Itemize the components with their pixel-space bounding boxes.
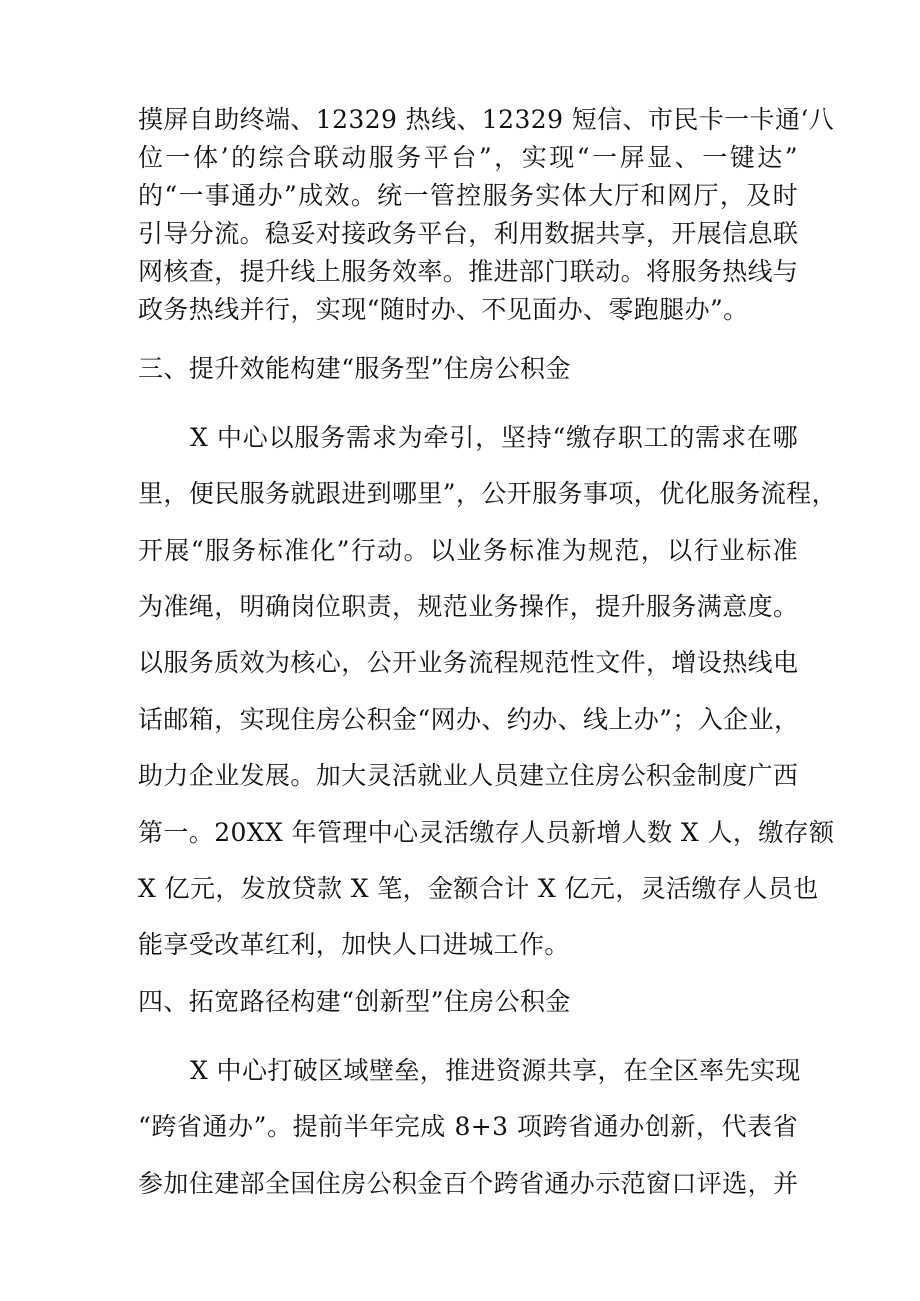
- text-line: 网核查，提升线上服务效率。推进部门联动。将服务热线与: [138, 257, 799, 286]
- text-line: 里，便民服务就跟进到哪里”，公开服务事项，优化服务流程，: [138, 479, 837, 508]
- text-line: X 中心打破区域壁垒，推进资源共享，在全区率先实现: [190, 1056, 801, 1085]
- section-heading-4: 四、拓宽路径构建“创新型”住房公积金: [138, 987, 571, 1016]
- text-line: 参加住建部全国住房公积金百个跨省通办示范窗口评选，并: [138, 1169, 799, 1198]
- text-line: 政务热线并行，实现“随时办、不见面办、零跑腿办”。: [138, 295, 749, 324]
- text-line: 助力企业发展。加大灵活就业人员建立住房公积金制度广西: [138, 761, 799, 790]
- text-line: X 亿元，发放贷款 X 笔，金额合计 X 亿元，灵活缴存人员也: [138, 874, 819, 903]
- text-line: “跨省通办”。提前半年完成 8+3 项跨省通办创新，代表省: [138, 1112, 798, 1141]
- section-heading-3: 三、提升效能构建“服务型”住房公积金: [138, 354, 571, 383]
- text-line: 以服务质效为核心，公开业务流程规范性文件，增设热线电: [138, 648, 799, 677]
- text-line: 的“一事通办”成效。统一管控服务实体大厅和网厅，及时: [138, 181, 798, 210]
- text-line: 位一体’的综合联动服务平台”，实现“一屏显、一键达”: [138, 143, 798, 172]
- text-line: 为准绳，明确岗位职责，规范业务操作，提升服务满意度。: [138, 592, 799, 621]
- text-line: 摸屏自助终端、12329 热线、12329 短信、市民卡一卡通‘八: [138, 105, 835, 134]
- text-line: 开展“服务标准化”行动。以业务标准为规范，以行业标准: [138, 536, 798, 565]
- text-line: 话邮箱，实现住房公积金“网办、约办、线上办”；入企业，: [138, 705, 800, 734]
- text-line: 第一。20XX 年管理中心灵活缴存人员新增人数 X 人，缴存额: [138, 818, 835, 847]
- text-line: 引导分流。稳妥对接政务平台，利用数据共享，开展信息联: [138, 219, 799, 248]
- text-line: 能享受改革红利，加快人口进城工作。: [138, 930, 570, 959]
- text-line: X 中心以服务需求为牵引，坚持“缴存职工的需求在哪: [190, 423, 798, 452]
